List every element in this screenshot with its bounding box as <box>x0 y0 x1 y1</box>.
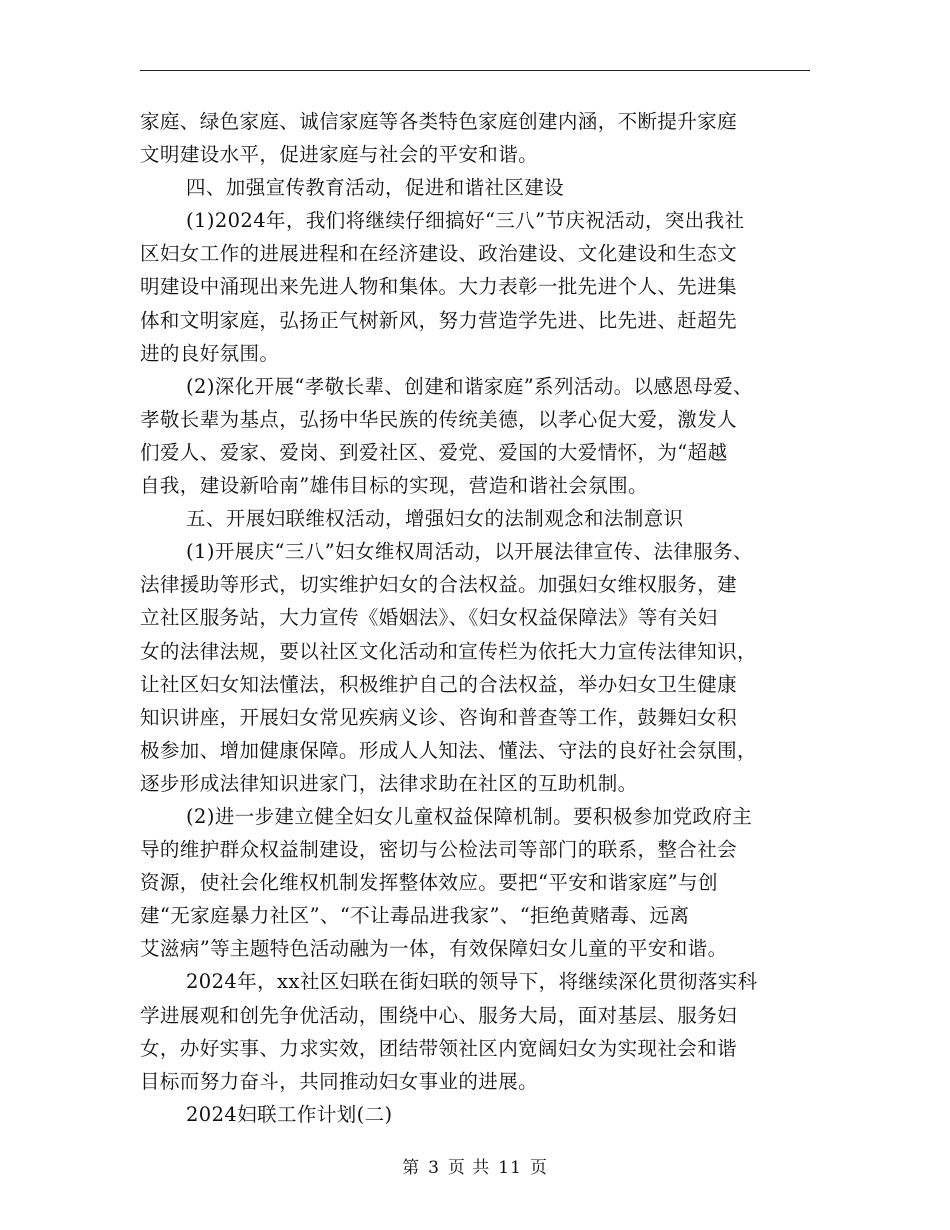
footer-current-page: 3 <box>428 1158 440 1178</box>
text-line: 进的良好氛围。 <box>140 341 280 365</box>
text-line: 四、加强宣传教育活动，促进和谐社区建设 <box>186 176 565 200</box>
text-line: 艾滋病”等主题特色活动融为一体，有效保障妇女儿童的平安和谐。 <box>140 937 728 961</box>
text-line: 区妇女工作的进展进程和在经济建设、政治建设、文化建设和生态文 <box>140 242 738 266</box>
text-line: 目标而努力奋斗，共同推动妇女事业的进展。 <box>140 1069 539 1093</box>
text-line: 法律援助等形式，切实维护妇女的合法权益。加强妇女维权服务，建 <box>140 573 738 597</box>
text-line: 学进展观和创先争优活动，围绕中心、服务大局，面对基层、服务妇 <box>140 1003 738 1027</box>
footer-middle: 页 共 <box>447 1158 491 1178</box>
header-rule <box>140 70 810 71</box>
text-line: 2024年，xx社区妇联在街妇联的领导下，将继续深化贯彻落实科 <box>186 970 758 994</box>
text-line: 体和文明家庭，弘扬正气树新风，努力营造学先进、比先进、赶超先 <box>140 308 738 332</box>
text-line: 孝敬长辈为基点，弘扬中华民族的传统美德，以孝心促大爱，激发人 <box>140 407 738 431</box>
text-line: 资源，使社会化维权机制发挥整体效应。要把“平安和谐家庭”与创 <box>140 871 718 895</box>
text-line: 建“无家庭暴力社区”、“不让毒品进我家”、“拒绝黄赌毒、远离 <box>140 904 690 928</box>
text-line: (1)开展庆“三八”妇女维权周活动，以开展法律宣传、法律服务、 <box>186 540 753 564</box>
text-line: (2)进一步建立健全妇女儿童权益保障机制。要积极参加党政府主 <box>186 804 753 828</box>
text-line: (1)2024年，我们将继续仔细搞好“三八”节庆祝活动，突出我社 <box>186 209 745 233</box>
text-line: (2)深化开展“孝敬长辈、创建和谐家庭”系列活动。以感恩母爱、 <box>186 374 753 398</box>
text-line: 女的法律法规，要以社区文化活动和宣传栏为依托大力宣传法律知识， <box>140 639 757 663</box>
text-line: 2024妇联工作计划(二) <box>186 1102 393 1126</box>
page-footer <box>0 1153 950 1178</box>
text-line: 立社区服务站，大力宣传《婚姻法》、《妇女权益保障法》等有关妇 <box>140 606 718 630</box>
document-body <box>140 105 820 1131</box>
text-line: 女，办好实事、力求实效，团结带领社区内宽阔妇女为实现社会和谐 <box>140 1036 738 1060</box>
text-line: 明建设中涌现出来先进人物和集体。大力表彰一批先进个人、先进集 <box>140 275 738 299</box>
text-line: 导的维护群众权益制建设，密切与公检法司等部门的联系，整合社会 <box>140 838 738 862</box>
footer-total-pages: 11 <box>498 1158 522 1178</box>
text-line: 极参加、增加健康保障。形成人人知法、懂法、守法的良好社会氛围， <box>140 738 757 762</box>
text-line: 知识讲座，开展妇女常见疾病义诊、咨询和普查等工作，鼓舞妇女积 <box>140 705 738 729</box>
text-line: 文明建设水平，促进家庭与社会的平安和谐。 <box>140 143 539 167</box>
footer-suffix: 页 <box>529 1158 548 1178</box>
text-line: 五、开展妇联维权活动，增强妇女的法制观念和法制意识 <box>186 507 684 531</box>
text-line: 们爱人、爱家、爱岗、到爱社区、爱党、爱国的大爱情怀，为“超越 <box>140 440 728 464</box>
text-line: 让社区妇女知法懂法，积极维护自己的合法权益，举办妇女卫生健康 <box>140 672 738 696</box>
text-line: 逐步形成法律知识进家门，法律求助在社区的互助机制。 <box>140 771 638 795</box>
text-line: 家庭、绿色家庭、诚信家庭等各类特色家庭创建内涵，不断提升家庭 <box>140 110 738 133</box>
footer-prefix: 第 <box>402 1158 421 1178</box>
text-line: 自我，建设新哈南”雄伟目标的实现，营造和谐社会氛围。 <box>140 474 648 498</box>
